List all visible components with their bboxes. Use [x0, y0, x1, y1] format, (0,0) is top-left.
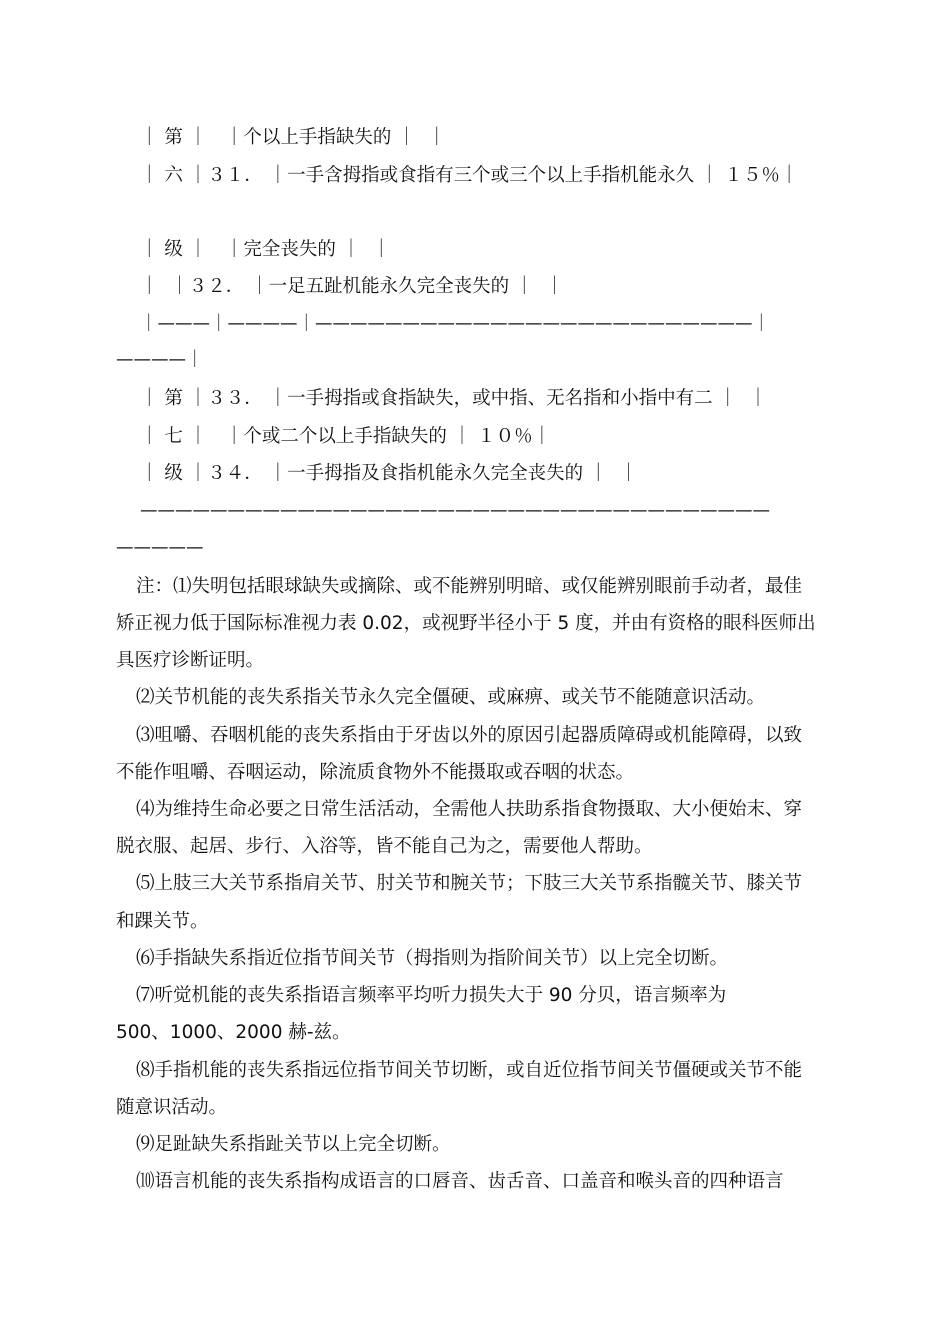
note-line: 和踝关节。 [116, 911, 209, 932]
note-line: ⑸上肢三大关节系指肩关节、肘关节和腕关节；下肢三大关节系指髋关节、膝关节 [136, 873, 803, 894]
note-line: ⑺听觉机能的丧失系指语言频率平均听力损失大于 90 分贝，语言频率为 [136, 985, 727, 1006]
note-line: 脱衣服、起居、步行、入浴等，皆不能自己为之，需要他人帮助。 [116, 836, 653, 857]
table-line: ｜ 级 ｜３４． ｜一手拇指及食指机能永久完全丧失的 ｜ ｜ [140, 463, 638, 484]
note-line: 具医疗诊断证明。 [116, 650, 265, 671]
table-divider: ————— [116, 538, 204, 558]
table-line: ｜ 第 ｜ ｜个以上手指缺失的 ｜ ｜ [140, 127, 447, 148]
table-line: ｜ 六 ｜３１． ｜一手含拇指或食指有三个或三个以上手指机能永久 ｜ １５％｜ [140, 165, 799, 186]
table-divider: ———————————————————————————————————— [140, 501, 770, 521]
note-line: ⑷为维持生命必要之日常生活活动，全需他人扶助系指食物摄取、大小便始末、穿 [136, 799, 803, 820]
table-divider: ————｜ [116, 350, 204, 370]
note-line: ⑼足趾缺失系指趾关节以上完全切断。 [136, 1134, 451, 1155]
table-line: ｜ ｜３２． ｜一足五趾机能永久完全丧失的 ｜ ｜ [140, 276, 564, 297]
table-line: ｜ 级 ｜ ｜完全丧失的 ｜ ｜ [140, 239, 391, 260]
note-line: ⑽语言机能的丧失系指构成语言的口唇音、齿舌音、口盖音和喉头音的四种语言 [136, 1171, 784, 1192]
note-line: ⑶咀嚼、吞咽机能的丧失系指由于牙齿以外的原因引起器质障碍或机能障碍，以致 [136, 725, 803, 746]
note-line: ⑻手指机能的丧失系指远位指节间关节切断，或自近位指节间关节僵硬或关节不能 [136, 1060, 803, 1081]
table-divider: ｜———｜————｜—————————————————————————｜ [140, 314, 770, 334]
note-line: 矫正视力低于国际标准视力表 0.02，或视野半径小于 5 度，并由有资格的眼科医师出 [116, 613, 816, 634]
note-line: 500、1000、2000 赫-兹。 [116, 1022, 351, 1043]
note-line: ⑵关节机能的丧失系指关节永久完全僵硬、或麻痹、或关节不能随意识活动。 [136, 687, 766, 708]
note-line: 不能作咀嚼、吞咽运动，除流质食物外不能摄取或吞咽的状态。 [116, 762, 635, 783]
note-line: 注：⑴失明包括眼球缺失或摘除、或不能辨别明暗、或仅能辨别眼前手动者，最佳 [136, 576, 803, 597]
table-line: ｜ 第 ｜３３． ｜一手拇指或食指缺失，或中指、无名指和小指中有二 ｜ ｜ [140, 388, 768, 409]
note-line: 随意识活动。 [116, 1097, 228, 1118]
table-line: ｜ 七 ｜ ｜个或二个以上手指缺失的 ｜ １０％｜ [140, 426, 552, 447]
note-line: ⑹手指缺失系指近位指节间关节（拇指则为指阶间关节）以上完全切断。 [136, 948, 729, 969]
